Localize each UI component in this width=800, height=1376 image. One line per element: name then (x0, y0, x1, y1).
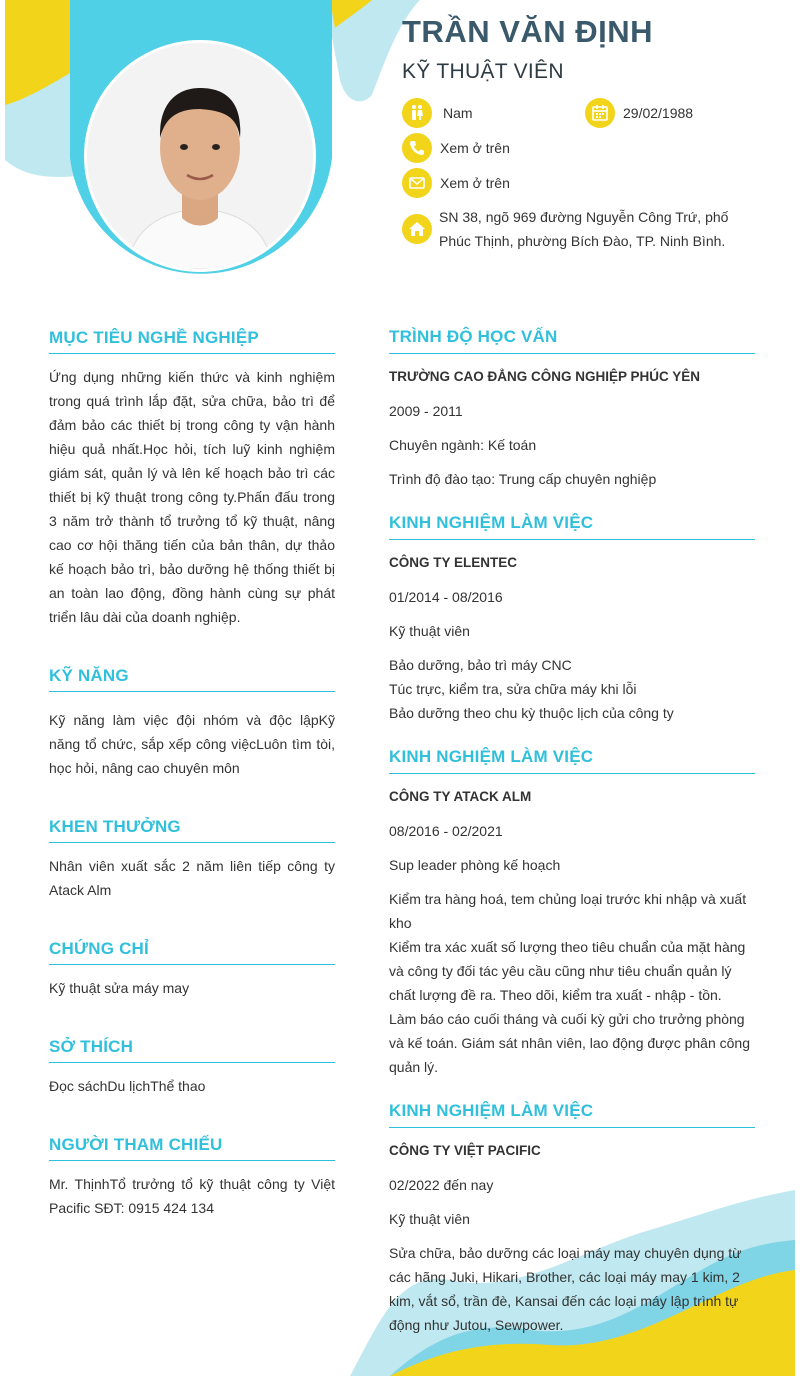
experience-duties (389, 1241, 755, 1337)
experience-period: 02/2022 đến nay (389, 1177, 494, 1193)
certificates-text: Kỹ thuật sửa máy may (49, 980, 190, 996)
experience-company: CÔNG TY ATACK ALM (389, 789, 532, 804)
duty-item: Sửa chữa, bảo dưỡng các loại máy may chuyên dụng từ các hãng Juki, Hikari, Brother, các loại máy may 1 kim, 2 kim, vắt sổ, trần đè, Kansai đến các loại máy lập trình tự động như Jutou, Sewpower. (389, 1245, 742, 1333)
experience-company: CÔNG TY VIỆT PACIFIC (389, 1143, 541, 1158)
duty-item: Kiểm tra xác xuất số lượng theo tiêu chuẩn của mặt hàng và công ty đối tác yêu cầu cũng như tiêu chuẩn quản lý chất lượng đề ra. Theo dõi, kiểm tra xuất - nhập - tồn. (389, 939, 746, 1003)
duty-item: Túc trực, kiểm tra, sửa chữa máy khi lỗi (389, 681, 637, 697)
references-text: Mr. ThịnhTổ trưởng tổ kỹ thuật công ty Việt Pacific SĐT: 0915 424 134 (49, 1176, 335, 1216)
birthdate-row (585, 98, 693, 128)
education-major: Chuyên ngành: Kế toán (389, 437, 537, 453)
education-school: TRƯỜNG CAO ĐẲNG CÔNG NGHIỆP PHÚC YÊN (389, 369, 700, 384)
education-divider (389, 353, 755, 354)
gender-value: Nam (443, 105, 473, 121)
objective-divider (49, 353, 335, 354)
experience-heading: KINH NGHIỆM LÀM VIỆC (389, 1101, 594, 1120)
birthdate-value: 29/02/1988 (623, 105, 694, 121)
experience-duties (389, 887, 755, 1079)
duty-item: Làm báo cáo cuối tháng và cuối kỳ gửi cho trưởng phòng và kế toán. Giám sát nhân viên, lao động được phân công quản lý. (389, 1011, 751, 1075)
experience-position: Kỹ thuật viên (389, 623, 470, 639)
experience-position: Kỹ thuật viên (389, 1211, 470, 1227)
awards-text: Nhân viên xuất sắc 2 năm liên tiếp công ty Atack Alm (49, 858, 335, 898)
envelope-icon (402, 168, 432, 198)
phone-icon (402, 133, 432, 163)
calendar-icon (585, 98, 615, 128)
experience-heading: KINH NGHIỆM LÀM VIỆC (389, 513, 594, 532)
education-heading: TRÌNH ĐỘ HỌC VẤN (389, 327, 558, 346)
references-divider (49, 1160, 335, 1161)
duty-item: Bảo dưỡng, bảo trì máy CNC (389, 657, 572, 673)
phone-value: Xem ở trên (440, 140, 510, 156)
home-icon (402, 214, 432, 244)
references-heading: NGƯỜI THAM CHIẾU (49, 1135, 223, 1154)
email-value: Xem ở trên (440, 175, 510, 191)
education-period: 2009 - 2011 (389, 403, 463, 419)
avatar (87, 43, 313, 269)
hobbies-text: Đọc sáchDu lịchThể thao (49, 1078, 206, 1094)
gender-row (402, 98, 473, 128)
job-title: KỸ THUẬT VIÊN (402, 60, 564, 83)
experience-period: 01/2014 - 08/2016 (389, 589, 503, 605)
duty-item: Kiểm tra hàng hoá, tem chủng loại trước khi nhập và xuất kho (389, 891, 747, 931)
phone-row (402, 133, 510, 163)
skills-heading: KỸ NĂNG (49, 666, 129, 685)
objective-heading: MỤC TIÊU NGHỀ NGHIỆP (49, 328, 259, 347)
hobbies-divider (49, 1062, 335, 1063)
experience-heading: KINH NGHIỆM LÀM VIỆC (389, 747, 594, 766)
gender-icon (402, 98, 432, 128)
experience-divider (389, 539, 755, 540)
awards-heading: KHEN THƯỞNG (49, 817, 181, 836)
address-row (402, 205, 756, 253)
experience-divider (389, 1127, 755, 1128)
awards-divider (49, 842, 335, 843)
skills-text: Kỹ năng làm việc đội nhóm và độc lậpKỹ năng tổ chức, sắp xếp công việcLuôn tìm tòi, học hỏi, nâng cao chuyên môn (49, 712, 335, 776)
hobbies-heading: SỞ THÍCH (49, 1037, 134, 1056)
experience-position: Sup leader phòng kế hoạch (389, 857, 561, 873)
email-row (402, 168, 510, 198)
experience-divider (389, 773, 755, 774)
objective-text: Ứng dụng những kiến thức và kinh nghiệm trong quá trình lắp đặt, sửa chữa, bảo trì để đảm bảo các thiết bị trong công ty vận hành hiệu quả nhất.Học hỏi, tích luỹ kinh nghiệm giám sát, quản lý và lên kế hoạch bảo trì các thiết bị kỹ thuật trong công ty.Phấn đấu trong 3 năm trở thành tổ trưởng tổ kỹ thuật, nâng cao cơ hội thăng tiến của bản thân, dự thảo kế hoạch bảo trì, bảo dưỡng hệ thống thiết bị an toàn lao động, đồng hành cùng sự phát triển lâu dài của doanh nghiệp. (49, 369, 335, 625)
person-photo-icon (87, 43, 313, 269)
certificates-divider (49, 964, 335, 965)
experience-company: CÔNG TY ELENTEC (389, 555, 518, 570)
education-level: Trình độ đào tạo: Trung cấp chuyên nghiệp (389, 471, 657, 487)
skills-divider (49, 691, 335, 692)
certificates-heading: CHỨNG CHỈ (49, 939, 149, 958)
experience-period: 08/2016 - 02/2021 (389, 823, 503, 839)
candidate-name: TRẦN VĂN ĐỊNH (402, 14, 654, 49)
experience-duties (389, 653, 755, 725)
duty-item: Bảo dưỡng theo chu kỳ thuộc lịch của công ty (389, 705, 674, 721)
address-value: SN 38, ngõ 969 đường Nguyễn Công Trứ, phố Phúc Thịnh, phường Bích Đào, TP. Ninh Bình. (439, 209, 729, 249)
